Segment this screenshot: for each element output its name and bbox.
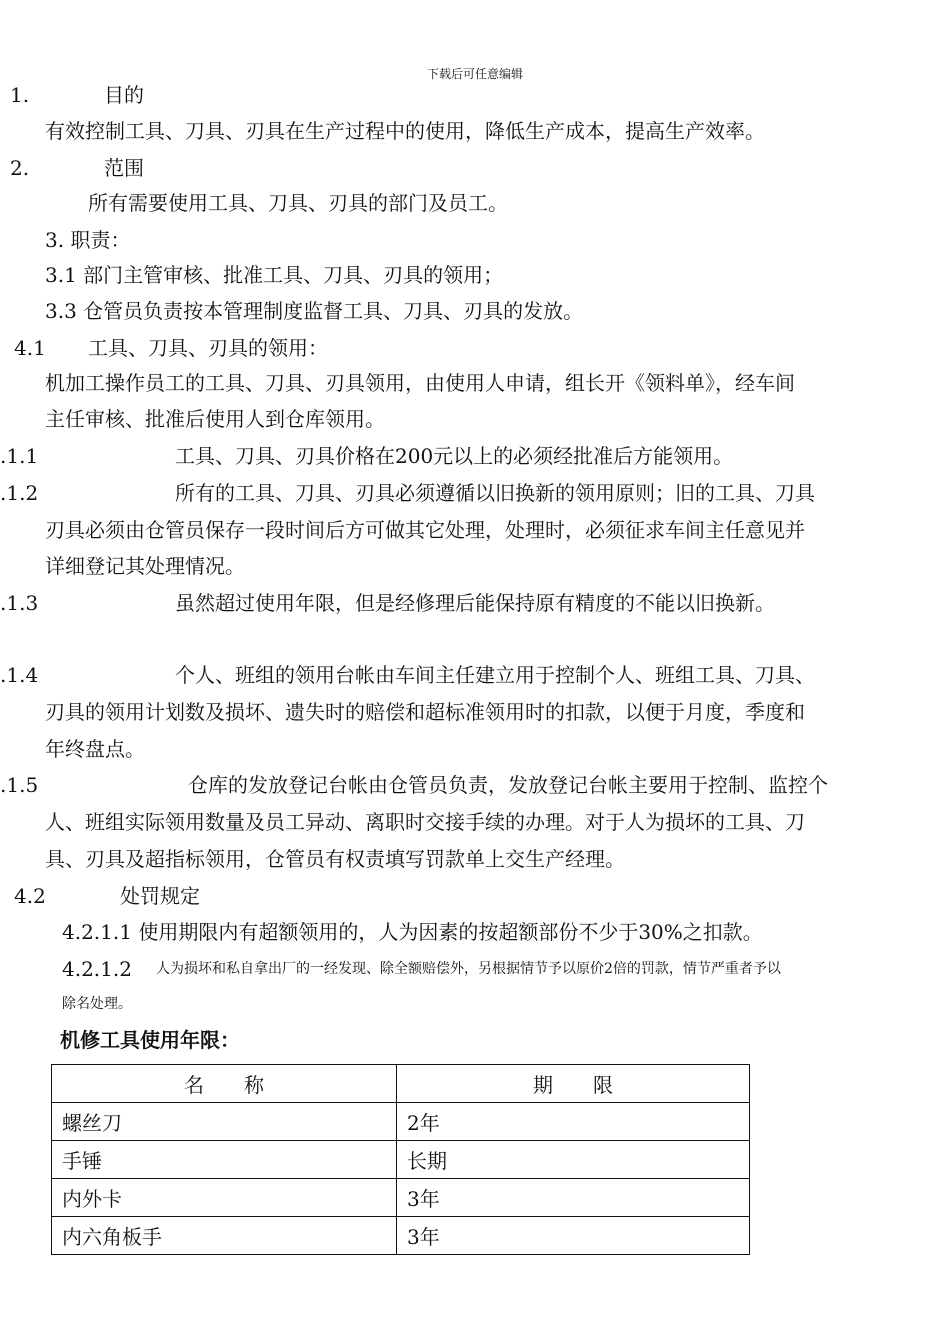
table-row — [52, 1179, 750, 1217]
section-2-body: 所有需要使用工具、刀具、刃具的部门及员工。 — [88, 191, 508, 215]
section-4-1-body-line1: 机加工操作员工的工具、刀具、刃具领用，由使用人申请，组长开《领料单》，经车间 — [45, 371, 795, 395]
item-4-1-4-body-line3: 年终盘点。 — [45, 737, 145, 761]
section-1-number: 1. — [10, 83, 30, 107]
item-4-1-4-number: .1.4 — [0, 663, 39, 687]
tool-period-cell: 3年 — [397, 1217, 750, 1255]
item-4-1-4-body-line1: 个人、班组的领用台帐由车间主任建立用于控制个人、班组工具、刀具、 — [175, 663, 815, 687]
item-4-1-5-number: .1.5 — [0, 773, 39, 797]
section-3-3: 3.3 仓管员负责按本管理制度监督工具、刀具、刃具的发放。 — [45, 299, 584, 323]
column-header-name: 名 称 — [52, 1065, 397, 1103]
table-row — [52, 1103, 750, 1141]
section-3-1: 3.1 部门主管审核、批准工具、刀具、刃具的领用； — [45, 263, 504, 287]
item-4-1-5-body-line1: 仓库的发放登记台帐由仓管员负责，发放登记台帐主要用于控制、监控个 — [188, 773, 828, 797]
item-4-2-1-1: 4.2.1.1 使用期限内有超额领用的，人为因素的按超额部份不少于30%之扣款。 — [62, 920, 763, 944]
item-4-1-1-number: .1.1 — [0, 444, 39, 468]
tool-name-cell: 手锤 — [52, 1141, 397, 1179]
tool-life-table — [51, 1064, 750, 1255]
item-4-1-4-body-line2: 刃具的领用计划数及损坏、遗失时的赔偿和超标准领用时的扣款，以便于月度，季度和 — [45, 700, 805, 724]
section-1-body: 有效控制工具、刀具、刃具在生产过程中的使用，降低生产成本，提高生产效率。 — [45, 119, 765, 143]
section-2-title: 范围 — [104, 156, 144, 180]
header-note: 下载后可任意编辑 — [426, 67, 523, 81]
item-4-2-1-2-number: 4.2.1.2 — [62, 957, 132, 981]
item-4-1-1-body: 工具、刀具、刃具价格在200元以上的必须经批准后方能领用。 — [175, 444, 734, 468]
item-4-1-5-body-line3: 具、刃具及超指标领用，仓管员有权责填写罚款单上交生产经理。 — [45, 847, 625, 871]
item-4-2-1-2-body-line2: 除名处理。 — [62, 996, 132, 1012]
item-4-1-3-number: .1.3 — [0, 591, 39, 615]
tool-name-cell: 内六角板手 — [52, 1217, 397, 1255]
tool-period-cell: 长期 — [397, 1141, 750, 1179]
section-1-title: 目的 — [104, 83, 144, 107]
tool-name-cell: 螺丝刀 — [52, 1103, 397, 1141]
column-header-period: 期 限 — [397, 1065, 750, 1103]
tool-period-cell: 2年 — [397, 1103, 750, 1141]
table-row — [52, 1141, 750, 1179]
item-4-2-1-2-body-line1: 人为损坏和私自拿出厂的一经发现、除全额赔偿外，另根据情节予以原价2倍的罚款，情节严重者予以 — [156, 961, 781, 977]
section-2-number: 2. — [10, 156, 30, 180]
item-4-1-5-body-line2: 人、班组实际领用数量及员工异动、离职时交接手续的办理。对于人为损坏的工具、刀 — [45, 810, 805, 834]
section-4-2-title: 处罚规定 — [120, 884, 200, 908]
section-4-2-number: 4.2 — [14, 884, 46, 908]
tool-period-cell: 3年 — [397, 1179, 750, 1217]
item-4-1-2-number: .1.2 — [0, 481, 39, 505]
section-4-1-body-line2: 主任审核、批准后使用人到仓库领用。 — [45, 407, 385, 431]
table-title: 机修工具使用年限： — [60, 1028, 240, 1052]
item-4-1-3-body: 虽然超过使用年限，但是经修理后能保持原有精度的不能以旧换新。 — [175, 591, 775, 615]
item-4-1-2-body-line3: 详细登记其处理情况。 — [45, 554, 245, 578]
section-4-1-title: 工具、刀具、刃具的领用： — [88, 336, 328, 360]
section-4-1-number: 4.1 — [14, 336, 46, 360]
tool-name-cell: 内外卡 — [52, 1179, 397, 1217]
table-header-row — [52, 1065, 750, 1103]
item-4-1-2-body-line2: 刃具必须由仓管员保存一段时间后方可做其它处理，处理时，必须征求车间主任意见并 — [45, 518, 805, 542]
item-4-1-2-body-line1: 所有的工具、刀具、刃具必须遵循以旧换新的领用原则；旧的工具、刀具 — [175, 481, 815, 505]
table-row — [52, 1217, 750, 1255]
section-3-heading: 3. 职责： — [45, 228, 131, 252]
